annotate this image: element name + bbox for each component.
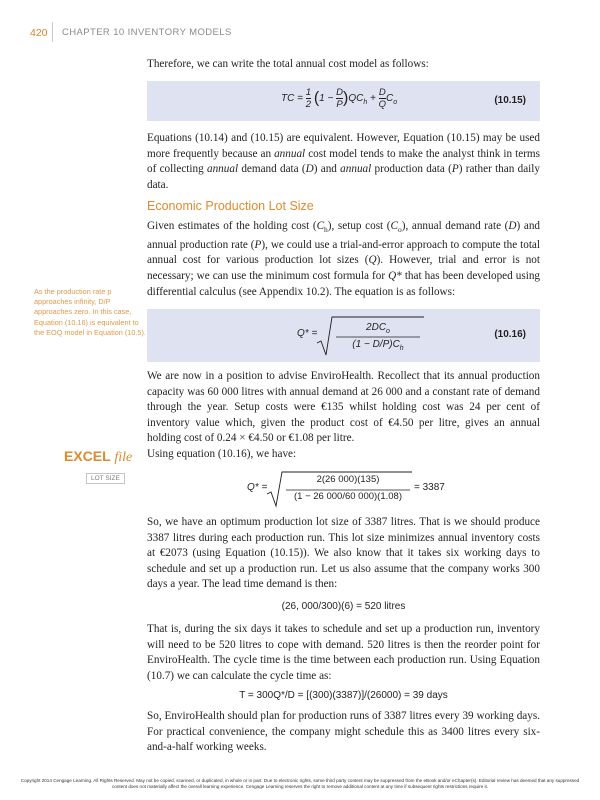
dq-fraction [379, 87, 386, 110]
dq-num: D [378, 87, 386, 98]
p2-text-7: that has been developed using differential calculus (see Appendix 10.2). The equation is as follows: [147, 270, 541, 298]
equation-number-10-15: (10.15) [494, 95, 526, 106]
ch-sub: h [363, 99, 368, 107]
paren-close: ) [342, 89, 349, 107]
chapter-title: CHAPTER 10 INVENTORY MODELS [62, 27, 232, 38]
p2-text-2: ), setup cost ( [327, 220, 391, 232]
paragraph-production-lot [147, 219, 540, 300]
paren-open: ( [313, 89, 320, 107]
p1-annual-1: annual [274, 147, 306, 160]
one-minus: 1 − [319, 93, 334, 105]
p2-text-6: ). However, trial and error is not necessary; we can use the minimum cost formula for [147, 254, 540, 283]
p1-text-1: Equations (10.14) and (10.15) are equivalent. However, Equation (10.15) may be used more frequently because an [147, 132, 540, 160]
dp-fraction [336, 87, 343, 110]
copyright-footer: Copyright 2014 Cengage Learning. All Rights Reserved. May not be copied, scanned, or duplicated, in whole or in part. Due to electronic rights, some third party content may be suppressed from the eBook and/or eChapter(s). Editorial review has deemed that any suppressed content does not materially affect the overall learning experience. Cengage Learning reserves the right to remove additional content at any time if subsequent rights restrictions require it. [20, 778, 580, 790]
intro-paragraph: Therefore, we can write the total annual cost model as follows: [147, 58, 429, 70]
paragraph-conclusion: So, EnviroHealth should plan for production runs of 3387 litres every 39 working days. For practical convenience, the company might schedule this as 3400 litres every six-and-a-half working weeks. [147, 710, 540, 754]
half-den: 2 [305, 99, 312, 110]
p2-text-4: ) and annual production rate ( [147, 220, 541, 251]
dp-den: P [336, 99, 343, 110]
co-term: C [386, 93, 394, 105]
plus-sign: + [370, 93, 376, 105]
equation-number-10-16: (10.16) [494, 329, 526, 340]
eq1016-den-text: (1 − D/P)C [352, 339, 400, 350]
p2-h-sub: h [324, 225, 328, 235]
eq1016-den [336, 339, 420, 352]
co-sub: o [393, 99, 398, 107]
p2-text-3: ), annual demand rate ( [401, 220, 509, 232]
p1-p: P [451, 163, 459, 176]
dq-den: Q [378, 99, 387, 110]
section-heading: Economic Production Lot Size [147, 199, 314, 213]
paragraph-reorder-point: That is, during the six days it takes to schedule and set up a production run, inventory will need to be 520 litres to cope with demand. 520 litres is then the reorder point for EnviroHealth. The cycle time is the time between each production run. Using Equation (10.7) we can calculate the cycle time as: [147, 623, 540, 682]
p1-text-3: demand data ( [238, 163, 306, 176]
eq-lhs: TC = [281, 93, 303, 105]
lot-size-tag: LOT SIZE [86, 473, 125, 484]
calc-numerator: 2(26 000)(135) [316, 474, 380, 485]
p2-text-1: Given estimates of the holding cost ( [147, 220, 317, 232]
lead-time-equation: (26, 000/300)(6) = 520 litres [281, 601, 406, 612]
qch-term: QC [348, 93, 364, 105]
calc-lhs: Q* = [247, 482, 268, 493]
p1-text-6: ) rather than daily data. [147, 163, 540, 191]
calc-result: = 3387 [414, 482, 445, 493]
p2-o-sub: o [397, 225, 402, 235]
p2-co: C [390, 220, 398, 232]
excel-file-label [64, 448, 132, 466]
p2-ch: C [316, 220, 325, 232]
header-divider [52, 22, 53, 42]
p2-q: Q [368, 254, 377, 267]
calc-denominator: (1 − 26 000/60 000)(1.08) [293, 491, 402, 502]
equation-10-15 [281, 87, 397, 110]
p1-annual-2: annual [206, 163, 239, 176]
excel-text: EXCEL [64, 448, 111, 464]
half-fraction [306, 87, 311, 110]
eq1016-num-text: 2DC [366, 322, 387, 333]
p2-qstar: Q* [388, 270, 402, 283]
p1-text-2: cost model tends to make the analyst think in terms of collecting [147, 147, 540, 176]
p1-text-5: production data ( [371, 163, 452, 176]
excel-file-text: file [114, 450, 133, 465]
p2-text-5: ), we could use a trial-and-error approach to compute the total annual cost for various production lot sizes ( [147, 238, 541, 267]
eq1016-num [336, 322, 420, 335]
p2-p: P [254, 238, 262, 251]
paragraph-optimum-lot: So, we have an optimum production lot size of 3387 litres. That is we should produce 3387 litres during each production run. This lot size minimizes annual inventory costs at €2073 (using Equation (10.15)). We also know that it takes six working days to schedule and set up a production run. Let us also assume that the company works 300 days a year. The lead time demand is then: [147, 516, 540, 591]
dp-num: D [336, 87, 343, 98]
half-num: 1 [305, 87, 312, 98]
cycle-time-equation: T = 300Q*/D = [(300)(3387)]/(26000) = 39 days [239, 690, 448, 701]
paragraph-equivalence [147, 131, 540, 193]
eq1016-den-sub: h [399, 345, 404, 352]
using-equation-text: Using equation (10.16), we have: [147, 448, 297, 460]
page-number: 420 [30, 27, 48, 39]
p1-annual-3: annual [340, 163, 372, 176]
eq1016-num-sub: o [386, 328, 390, 335]
equation-10-16-box [147, 309, 540, 362]
equation-10-15-box [147, 81, 540, 121]
p2-d: D [508, 220, 517, 232]
paragraph-envirohealth: We are now in a position to advise EnviroHealth. Recollect that its annual production capacity was 60 000 litres with annual demand at 26 000 and a constant rate of demand through the year. Setup costs were €135 whilst holding cost was 24 per cent of inventory value which, given the product cost of €4.50 per litre, gives an annual holding cost of 0.24 × €4.50 or €1.08 per litre. [147, 370, 540, 445]
eq1016-lhs: Q* = [297, 328, 318, 339]
p1-d: D [305, 163, 314, 176]
margin-note: As the production rate p approaches infinity, D/P approaches zero. In this case, Equation (10.16) is equivalent to the EOQ model in Equation (10.5). [34, 287, 146, 337]
p1-text-4: ) and [313, 163, 341, 176]
